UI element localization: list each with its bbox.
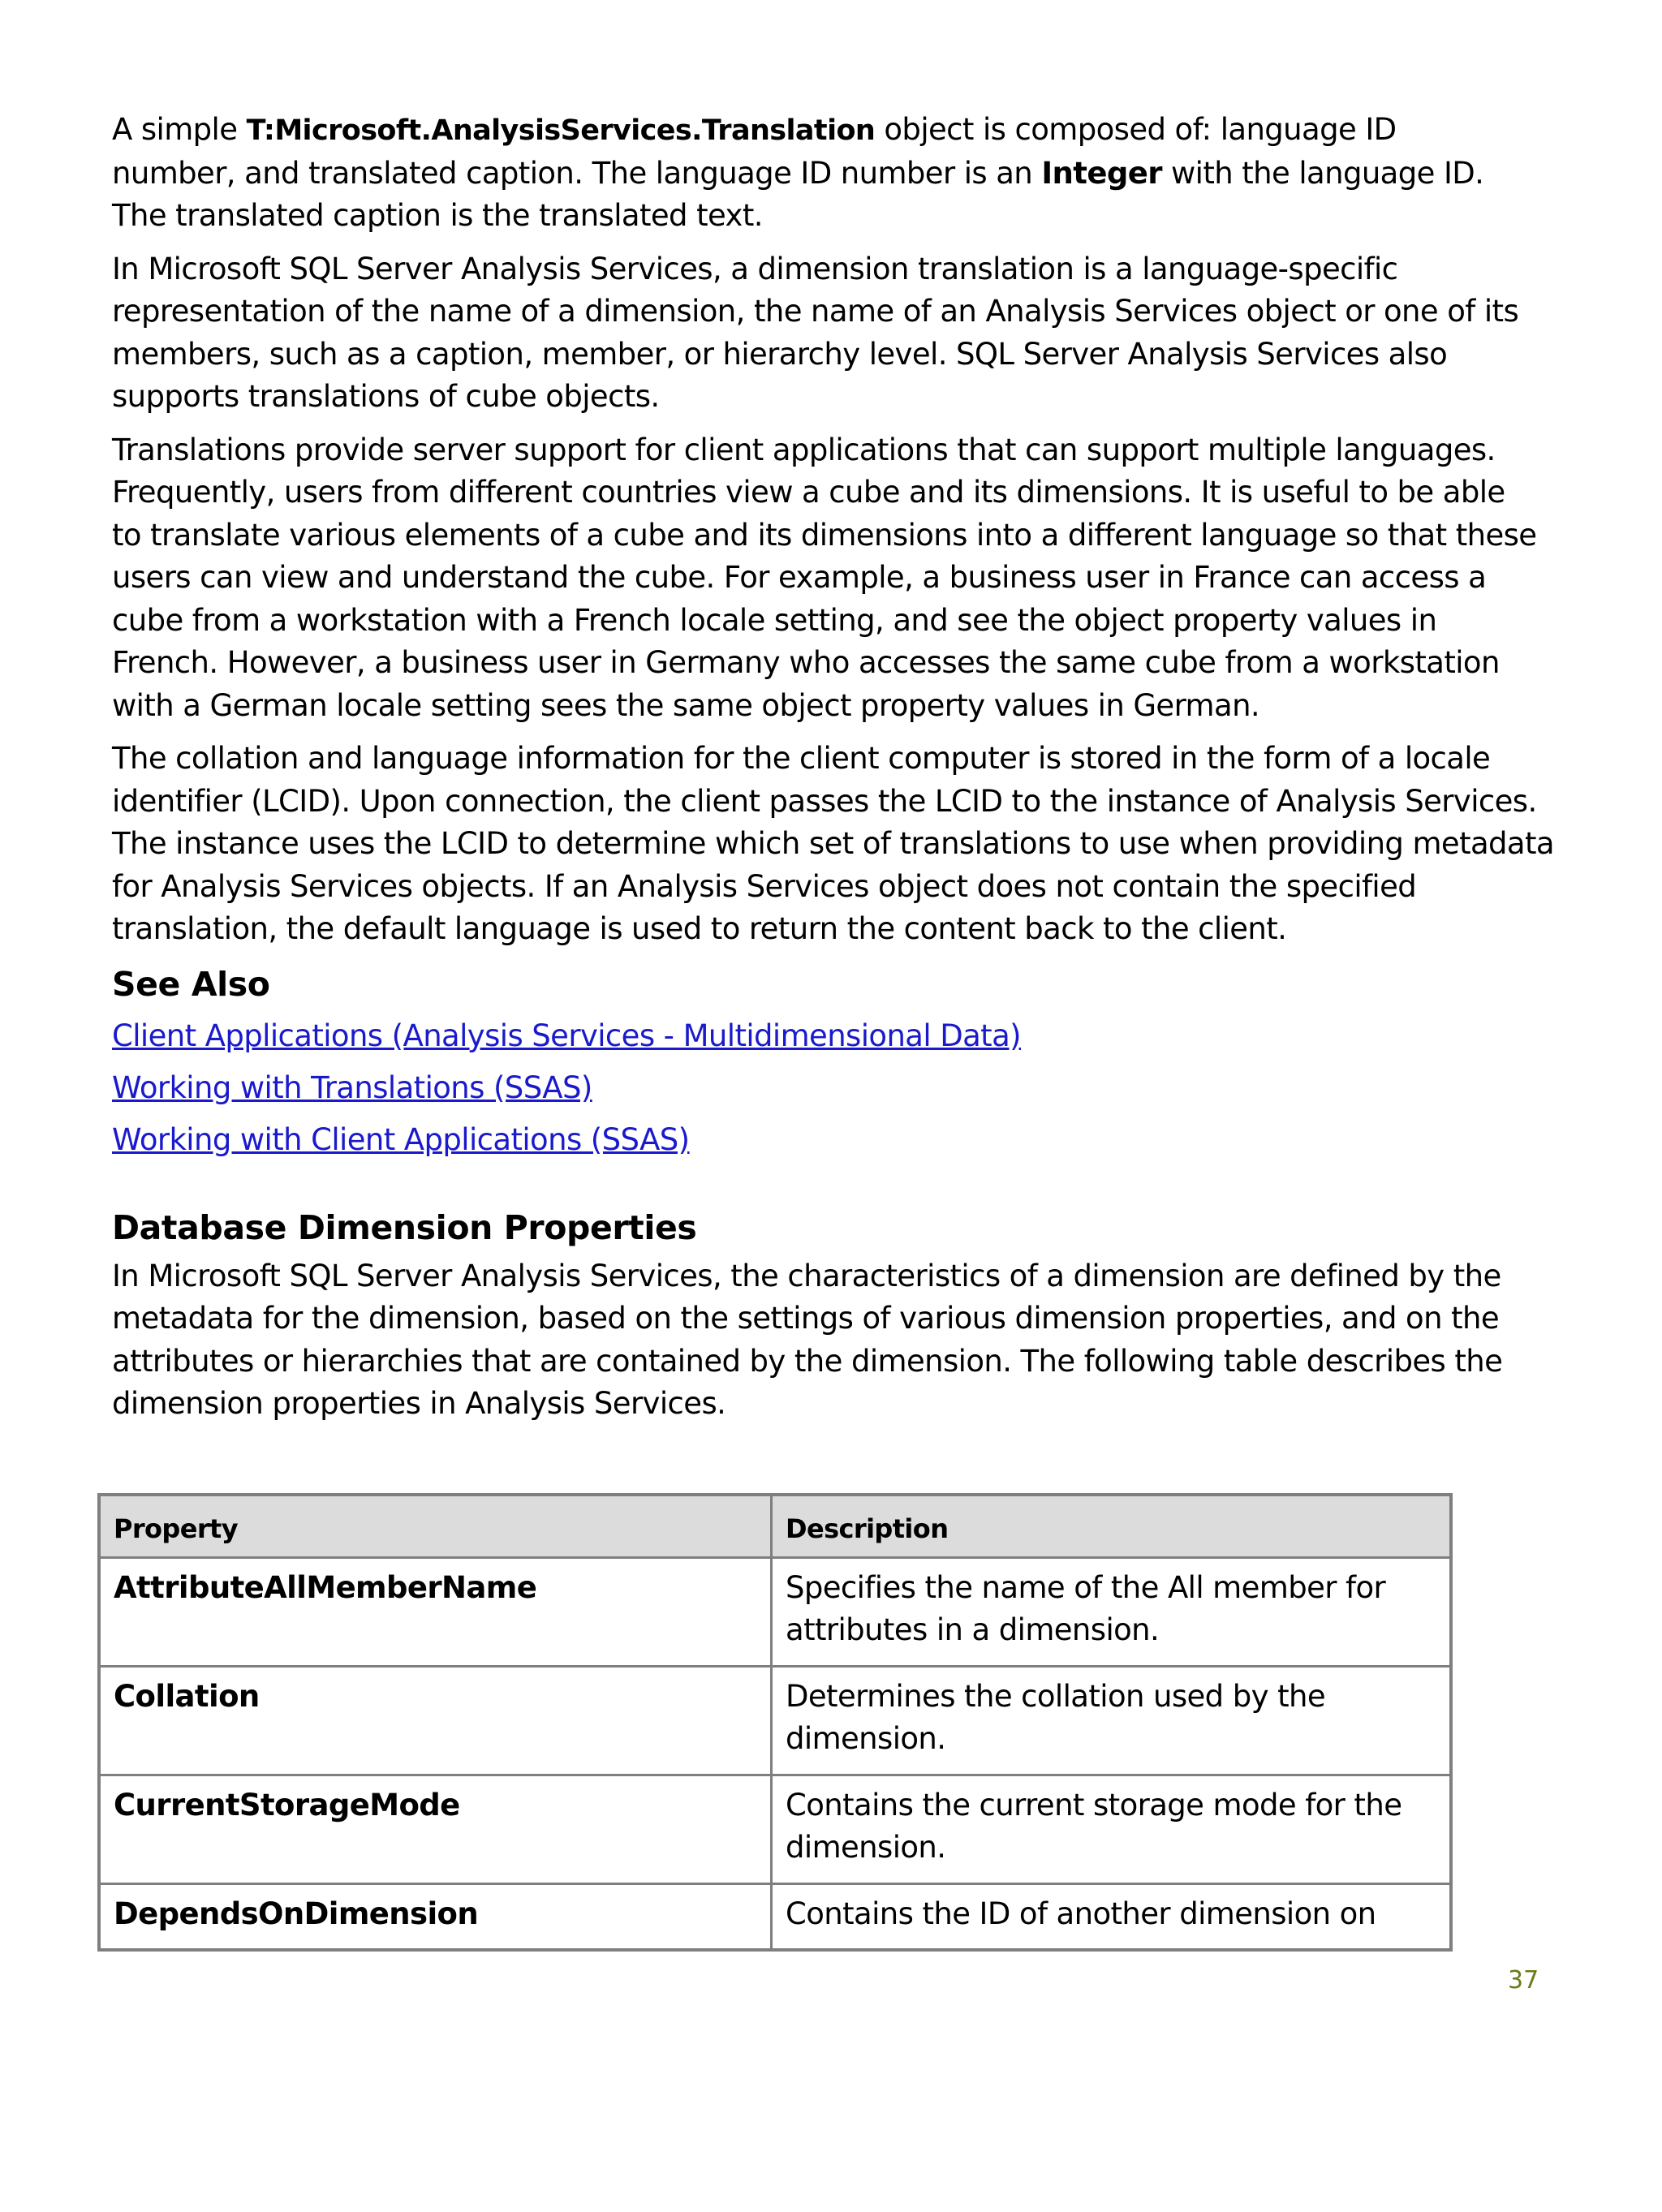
header-property: Property [101,1496,773,1556]
section-intro-paragraph: In Microsoft SQL Server Analysis Services, the characteristics of a dimension are defined by the metadata for the dimension, based on the settings of various dimension properties, and on the attributes or hierarchies that are contained by the dimension. The following table describes the dimension properties in Analysis Services. [112,1258,1503,1421]
paragraph-translations-support: Translations provide server support for client applications that can support multiple languages. Frequently, users from different countries view a cube and its dimensions. It is useful to be able to translate various elements of a cube and its dimensions into a different language so that these users can view and understand the cube. For example, a business user in France can access a cube from a workstation with a French locale setting, and see the object property values in French. However, a business user in Germany who accesses the same cube from a workstation with a German locale setting sees the same object property values in German. [112,432,1537,723]
section-title: Database Dimension Properties [112,1207,697,1247]
property-cell: AttributeAllMemberName [101,1559,773,1665]
description-cell: Specifies the name of the All member for attributes in a dimension. [786,1570,1386,1647]
page-number: 37 [1508,1966,1539,1995]
paragraph-translation-object [112,109,1524,238]
link-working-with-translations[interactable]: Working with Translations (SSAS) [112,1069,592,1105]
paragraph-dimension-translation: In Microsoft SQL Server Analysis Services, a dimension translation is a language-specific representation of the name of a dimension, the name of an Analysis Services object or one of its members, such as a caption, member, or hierarchy level. SQL Server Analysis Services also supports translations of cube objects. [112,251,1519,414]
property-cell: CurrentStorageMode [101,1776,773,1883]
p1-integer-term: Integer [1041,155,1162,191]
p1-mid: object is composed of: language ID number, and translated caption. The language ID number is an [112,112,1397,191]
property-cell: Collation [101,1668,773,1774]
see-also-heading: See Also [112,964,270,1004]
p1-code-term: T:Microsoft.AnalysisServices.Translation [246,114,876,147]
table-row [101,1668,1449,1776]
header-description: Description [786,1513,949,1544]
link-client-applications[interactable]: Client Applications (Analysis Services - Multidimensional Data) [112,1018,1021,1053]
p1-pre: A simple [112,112,247,147]
paragraph-collation-lcid: The collation and language information for the client computer is stored in the form of a locale identifier (LCID). Upon connection, the client passes the LCID to the instance of Analysis Services. The instance uses the LCID to determine which set of translations to use when providing metadata for Analysis Services objects. If an Analysis Services object does not contain the specified translation, the default language is used to return the content back to the client. [112,741,1554,946]
document-page [112,109,1557,1436]
p1-post: with the language ID. The translated caption is the translated text. [112,155,1484,233]
description-cell: Contains the current storage mode for the dimension. [786,1788,1402,1865]
table-row [101,1559,1449,1668]
table-header-row [101,1496,1449,1559]
description-cell: Determines the collation used by the dimension. [786,1679,1325,1756]
link-working-with-client-applications[interactable]: Working with Client Applications (SSAS) [112,1121,690,1157]
description-cell: Contains the ID of another dimension on [786,1896,1376,1931]
table-row [101,1885,1449,1948]
dimension-properties-table [97,1493,1453,1952]
property-cell: DependsOnDimension [101,1885,773,1948]
table-row [101,1776,1449,1885]
